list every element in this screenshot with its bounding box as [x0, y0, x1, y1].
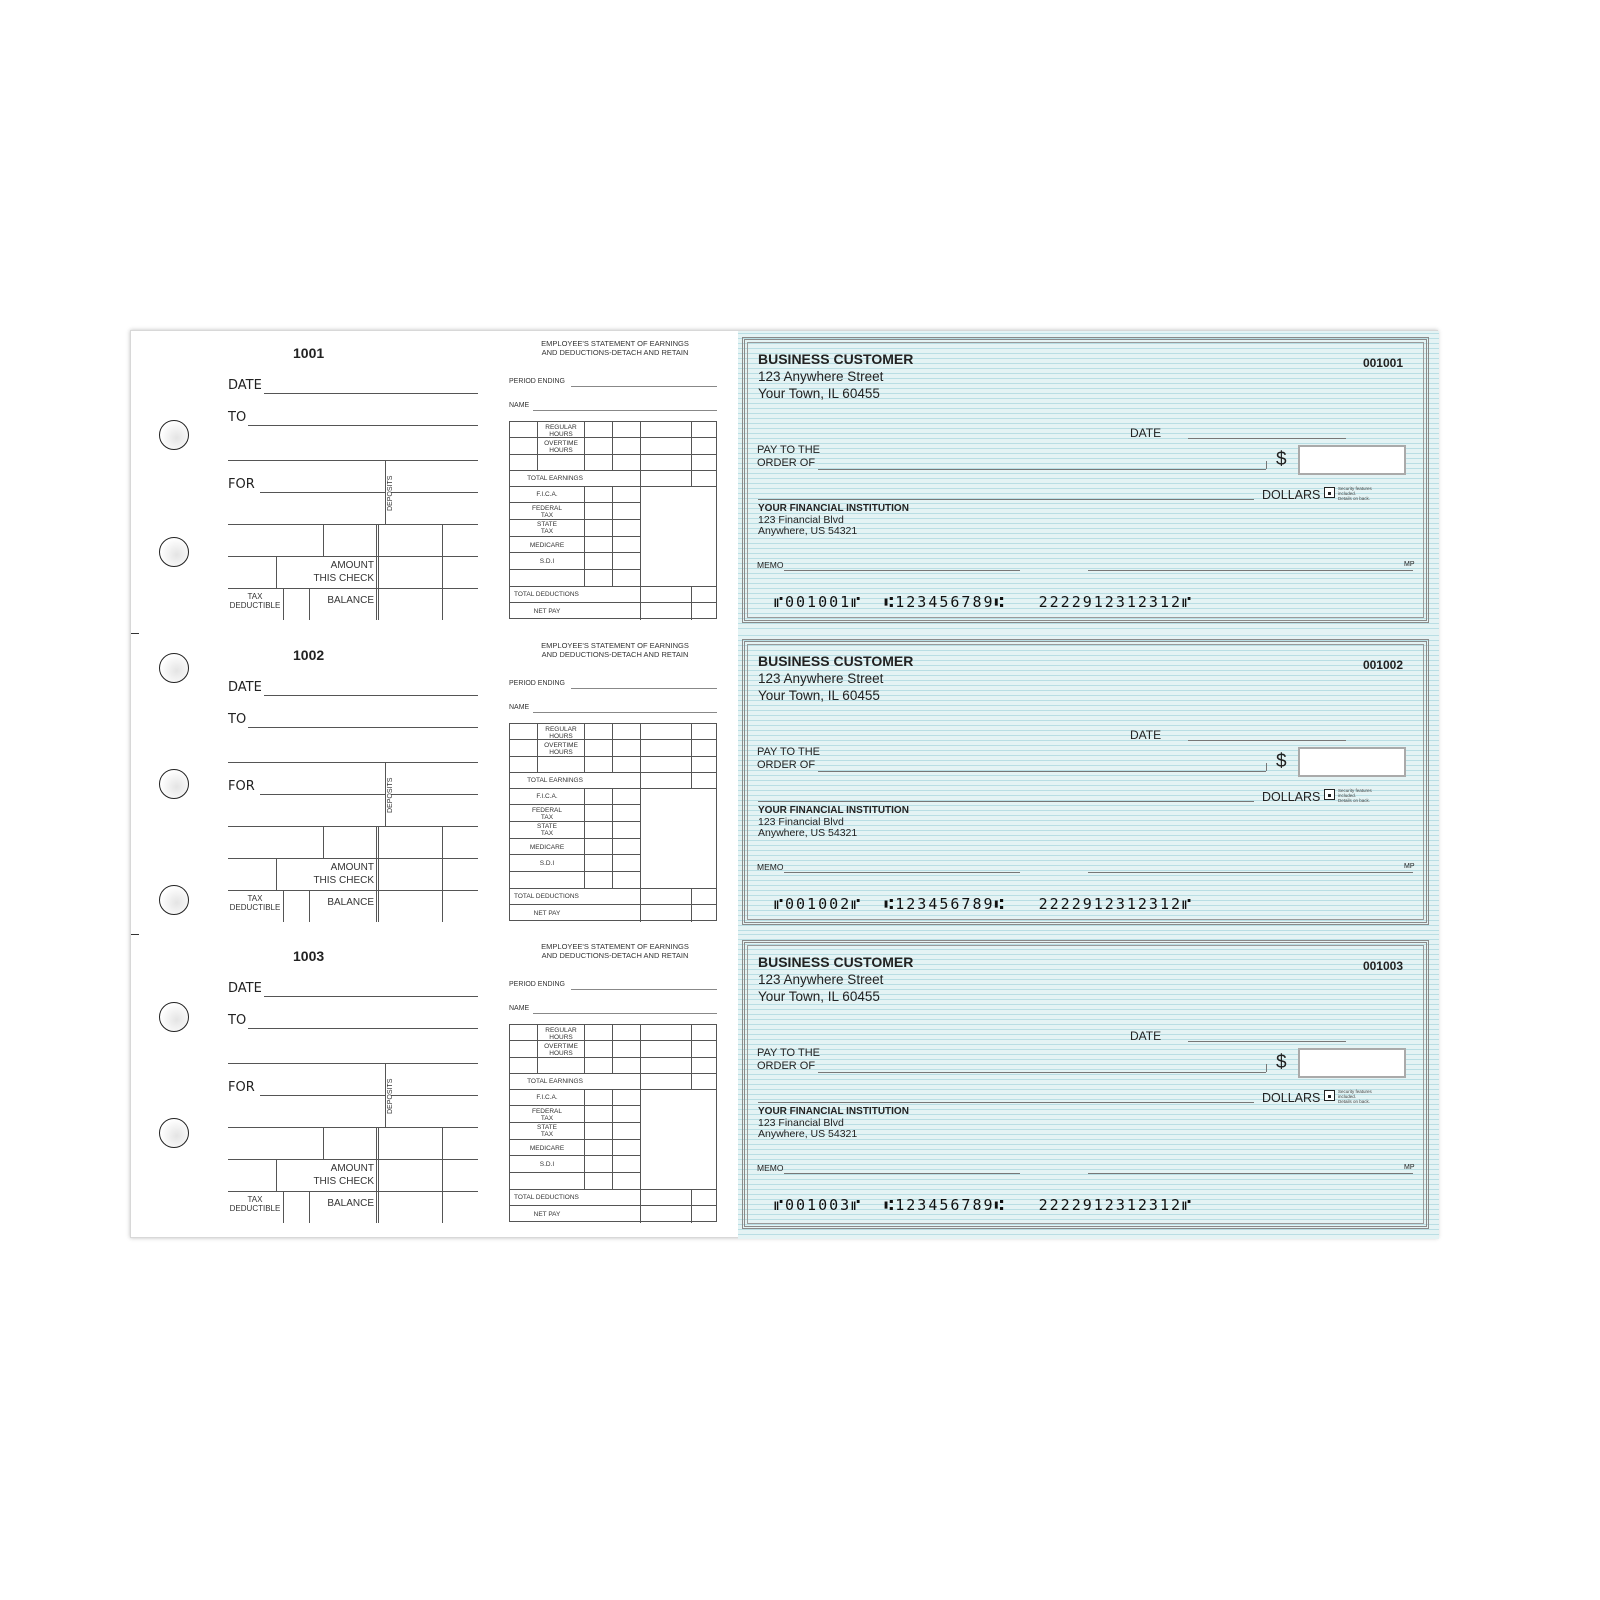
date-label: DATE [1130, 426, 1162, 440]
fica-label: F.I.C.A. [536, 491, 558, 498]
regular-hours-label: REGULAR HOURS [545, 726, 577, 740]
dollar-sign: $ [1276, 449, 1287, 470]
signature-line[interactable] [1088, 1173, 1413, 1174]
check-stub [228, 934, 478, 1236]
earnings-statement [509, 331, 721, 633]
total-deductions-label: TOTAL DEDUCTIONS [514, 893, 579, 900]
grid-vline [640, 1025, 641, 1223]
memo-line[interactable] [784, 1173, 1020, 1174]
grid-vline [584, 486, 585, 586]
check-row-1 [131, 331, 1439, 633]
grid-vline [584, 1089, 585, 1189]
earnings-grid [509, 421, 717, 619]
grid-line [510, 486, 716, 487]
grid-line [510, 1205, 716, 1206]
grid-line [510, 838, 640, 839]
check-number: 001003 [1362, 959, 1403, 973]
micr-line [774, 1196, 1193, 1214]
grid-vline [584, 788, 585, 888]
deposits-line [391, 794, 478, 795]
security-features-note: Security features included. Details on back. [1338, 788, 1372, 803]
federal-tax-label: FEDERAL TAX [532, 1108, 562, 1122]
business-address: 123 Anywhere Street Your Town, IL 60455 [758, 369, 884, 401]
grid-line [510, 1139, 640, 1140]
stub-grid-line [228, 1127, 478, 1128]
stub-grid-vline [442, 826, 443, 922]
grid-line [510, 821, 640, 822]
sdi-label: S.D.I [539, 1161, 555, 1168]
bank-name: YOUR FINANCIAL INSTITUTION [758, 503, 909, 514]
grid-line [510, 536, 640, 537]
earnings-header: EMPLOYEE'S STATEMENT OF EARNINGS AND DEDUCTIONS-DETACH AND RETAIN [541, 339, 689, 357]
stub-grid-vline [378, 826, 379, 922]
stub-number: 1003 [293, 948, 325, 964]
bank-address: 123 Financial Blvd Anywhere, US 54321 [758, 1117, 858, 1140]
dollars-label: DOLLARS [1262, 1091, 1321, 1105]
total-earnings-label: TOTAL EARNINGS [527, 1078, 583, 1085]
deposits-line [391, 1095, 478, 1096]
payee-line-end [1266, 1064, 1267, 1072]
check-sheet [130, 330, 1438, 1238]
grid-line [510, 1172, 640, 1173]
net-pay-label: NET PAY [533, 910, 561, 917]
stub-grid-line [228, 1159, 478, 1160]
bank-name: YOUR FINANCIAL INSTITUTION [758, 805, 909, 816]
tax-deductible-label: TAX DEDUCTIBLE [229, 894, 281, 912]
check [738, 633, 1439, 935]
deposits-line [391, 492, 478, 493]
grid-vline [691, 888, 692, 922]
dollars-label: DOLLARS [1262, 488, 1321, 502]
stub-grid-vline [376, 826, 377, 922]
earnings-header: EMPLOYEE'S STATEMENT OF EARNINGS AND DEDUCTIONS-DETACH AND RETAIN [541, 942, 689, 960]
regular-hours-label: REGULAR HOURS [545, 1027, 577, 1041]
stub-number: 1001 [293, 345, 325, 361]
mp-label: MP [1404, 863, 1415, 870]
grid-line [510, 552, 640, 553]
dollar-sign: $ [1276, 751, 1287, 772]
grid-line [510, 569, 640, 570]
medicare-label: MEDICARE [529, 542, 565, 549]
security-features-note: Security features included. Details on back. [1338, 1089, 1372, 1104]
grid-line [510, 756, 716, 757]
grid-line [510, 1105, 640, 1106]
security-features-note: Security features included. Details on back. [1338, 486, 1372, 501]
grid-line [510, 888, 716, 889]
name-line[interactable] [533, 1013, 717, 1014]
stub-date-label: DATE [228, 981, 262, 996]
grid-vline [640, 422, 641, 620]
grid-line [510, 1155, 640, 1156]
net-pay-label: NET PAY [533, 1211, 561, 1218]
period-ending-label: PERIOD ENDING [509, 981, 566, 988]
grid-line [510, 804, 640, 805]
grid-line [510, 1089, 716, 1090]
deposits-label: DEPOSITS [387, 777, 394, 813]
check-date-line[interactable] [1188, 438, 1346, 439]
check-number: 001002 [1362, 658, 1403, 672]
amount-words-line[interactable] [758, 1102, 1254, 1103]
grid-line [510, 871, 640, 872]
total-deductions-label: TOTAL DEDUCTIONS [514, 591, 579, 598]
name-label: NAME [509, 402, 530, 409]
stub-grid-line [228, 588, 478, 589]
stub-grid-line [228, 1191, 478, 1192]
stub-number: 1002 [293, 647, 325, 663]
period-ending-label: PERIOD ENDING [509, 378, 566, 385]
grid-line [510, 1189, 716, 1190]
micr-check-number: ⑈001001⑈ [774, 593, 863, 611]
earnings-grid [509, 1024, 717, 1222]
grid-line [510, 1073, 716, 1074]
grid-line [510, 1057, 716, 1058]
stub-for-line[interactable] [260, 794, 385, 795]
stub-date-line[interactable] [264, 393, 478, 394]
period-ending-line[interactable] [571, 989, 717, 990]
stub-grid-vline [323, 524, 324, 556]
mp-label: MP [1404, 561, 1415, 568]
bank-address: 123 Financial Blvd Anywhere, US 54321 [758, 816, 858, 839]
deposits-label: DEPOSITS [387, 475, 394, 511]
stub-date-label: DATE [228, 378, 262, 393]
grid-vline [691, 422, 692, 486]
stub-for-label: FOR [228, 779, 255, 794]
payee-line[interactable] [818, 771, 1266, 772]
stub-grid-vline [283, 1191, 284, 1223]
memo-label: MEMO [757, 862, 784, 872]
amount-words-line[interactable] [758, 801, 1254, 802]
pay-to-label: PAY TO THE ORDER OF [757, 444, 820, 469]
signature-line[interactable] [1088, 570, 1413, 571]
memo-line[interactable] [784, 570, 1020, 571]
grid-vline [584, 724, 585, 772]
name-label: NAME [509, 704, 530, 711]
grid-vline [691, 586, 692, 620]
date-label: DATE [1130, 1029, 1162, 1043]
dollar-sign: $ [1276, 1052, 1287, 1073]
grid-vline [640, 724, 641, 922]
bank-name: YOUR FINANCIAL INSTITUTION [758, 1106, 909, 1117]
overtime-hours-label: OVERTIME HOURS [544, 440, 578, 454]
overtime-hours-label: OVERTIME HOURS [544, 1043, 578, 1057]
stub-grid-vline [309, 890, 310, 922]
stub-to-label: TO [228, 712, 247, 727]
grid-vline [612, 1089, 613, 1189]
micr-account: 2222912312312⑈ [1038, 593, 1194, 611]
check-number: 001001 [1362, 356, 1403, 370]
grid-line [510, 772, 716, 773]
stub-to-line[interactable] [248, 727, 478, 728]
grid-line [510, 854, 640, 855]
signature-line[interactable] [1088, 872, 1413, 873]
stub-grid-vline [442, 524, 443, 620]
grid-vline [584, 422, 585, 470]
tax-deductible-label: TAX DEDUCTIBLE [229, 1195, 281, 1213]
stub-grid-line [228, 524, 478, 525]
balance-label: BALANCE [327, 595, 374, 606]
grid-vline [612, 724, 613, 772]
grid-vline [612, 486, 613, 586]
stub-grid-vline [283, 890, 284, 922]
grid-line [510, 454, 716, 455]
total-deductions-label: TOTAL DEDUCTIONS [514, 1194, 579, 1201]
grid-vline [612, 788, 613, 888]
grid-line [510, 519, 640, 520]
stub-grid-vline [378, 524, 379, 620]
grid-vline [691, 724, 692, 788]
grid-vline [612, 1025, 613, 1073]
grid-line [510, 904, 716, 905]
stub-to-line-2[interactable] [228, 460, 478, 461]
amount-box[interactable] [1298, 445, 1406, 475]
check-date-line[interactable] [1188, 740, 1346, 741]
micr-routing: ⑆123456789⑆ [884, 895, 1006, 913]
pay-to-label: PAY TO THE ORDER OF [757, 746, 820, 771]
stub-grid-vline [376, 1127, 377, 1223]
business-address: 123 Anywhere Street Your Town, IL 60455 [758, 972, 884, 1004]
medicare-label: MEDICARE [529, 844, 565, 851]
check-row-3 [131, 934, 1439, 1236]
grid-vline [612, 422, 613, 470]
period-ending-line[interactable] [571, 386, 717, 387]
micr-routing: ⑆123456789⑆ [884, 1196, 1006, 1214]
lock-icon [1324, 789, 1335, 800]
period-ending-line[interactable] [571, 688, 717, 689]
micr-account: 2222912312312⑈ [1038, 895, 1194, 913]
stub-to-line[interactable] [248, 425, 478, 426]
payee-line-end [1266, 763, 1267, 771]
amount-box[interactable] [1298, 747, 1406, 777]
grid-line [510, 586, 716, 587]
net-pay-label: NET PAY [533, 608, 561, 615]
memo-label: MEMO [757, 1163, 784, 1173]
name-line[interactable] [533, 410, 717, 411]
check [738, 934, 1439, 1239]
overtime-hours-label: OVERTIME HOURS [544, 742, 578, 756]
stub-to-label: TO [228, 1013, 247, 1028]
amount-box[interactable] [1298, 1048, 1406, 1078]
stub-for-label: FOR [228, 1080, 255, 1095]
mp-label: MP [1404, 1164, 1415, 1171]
deposits-divider [385, 460, 386, 524]
grid-line [510, 502, 640, 503]
check-row-2 [131, 633, 1439, 935]
tax-deductible-label: TAX DEDUCTIBLE [229, 592, 281, 610]
amount-this-check-label: AMOUNT THIS CHECK [313, 862, 374, 886]
date-label: DATE [1130, 728, 1162, 742]
check-stub [228, 331, 478, 633]
amount-this-check-label: AMOUNT THIS CHECK [313, 1163, 374, 1187]
grid-line [510, 602, 716, 603]
stub-to-line-2[interactable] [228, 762, 478, 763]
check [738, 331, 1439, 633]
micr-routing: ⑆123456789⑆ [884, 593, 1006, 611]
stub-to-label: TO [228, 410, 247, 425]
business-address: 123 Anywhere Street Your Town, IL 60455 [758, 671, 884, 703]
micr-check-number: ⑈001002⑈ [774, 895, 863, 913]
grid-vline [691, 1025, 692, 1089]
stub-grid-vline [276, 858, 277, 890]
stub-grid-vline [276, 1159, 277, 1191]
stub-grid-line [228, 858, 478, 859]
stub-grid-vline [309, 1191, 310, 1223]
name-line[interactable] [533, 712, 717, 713]
stub-grid-vline [378, 1127, 379, 1223]
state-tax-label: STATE TAX [537, 1124, 557, 1138]
period-ending-label: PERIOD ENDING [509, 680, 566, 687]
business-name: BUSINESS CUSTOMER [758, 351, 914, 367]
micr-line [774, 593, 1193, 611]
grid-vline [691, 1189, 692, 1223]
stub-grid-vline [309, 588, 310, 620]
deposits-divider [385, 1063, 386, 1127]
fica-label: F.I.C.A. [536, 1094, 558, 1101]
stub-grid-vline [276, 556, 277, 588]
stub-grid-line [228, 556, 478, 557]
stub-grid-vline [442, 1127, 443, 1223]
stub-grid-vline [283, 588, 284, 620]
dollars-label: DOLLARS [1262, 790, 1321, 804]
balance-label: BALANCE [327, 1198, 374, 1209]
stub-to-line[interactable] [248, 1028, 478, 1029]
bank-address: 123 Financial Blvd Anywhere, US 54321 [758, 514, 858, 537]
check-date-line[interactable] [1188, 1041, 1346, 1042]
micr-line [774, 895, 1193, 913]
stub-for-label: FOR [228, 477, 255, 492]
stub-date-line[interactable] [264, 996, 478, 997]
memo-line[interactable] [784, 872, 1020, 873]
stub-date-label: DATE [228, 680, 262, 695]
name-label: NAME [509, 1005, 530, 1012]
pay-to-label: PAY TO THE ORDER OF [757, 1047, 820, 1072]
micr-check-number: ⑈001003⑈ [774, 1196, 863, 1214]
balance-label: BALANCE [327, 897, 374, 908]
payee-line[interactable] [818, 469, 1266, 470]
grid-line [510, 470, 716, 471]
regular-hours-label: REGULAR HOURS [545, 424, 577, 438]
stub-grid-vline [323, 1127, 324, 1159]
grid-vline [584, 1025, 585, 1073]
earnings-grid [509, 723, 717, 921]
stub-to-line-2[interactable] [228, 1063, 478, 1064]
check-stub [228, 633, 478, 935]
deposits-label: DEPOSITS [387, 1078, 394, 1114]
business-name: BUSINESS CUSTOMER [758, 653, 914, 669]
federal-tax-label: FEDERAL TAX [532, 505, 562, 519]
amount-this-check-label: AMOUNT THIS CHECK [313, 560, 374, 584]
state-tax-label: STATE TAX [537, 521, 557, 535]
grid-line [510, 788, 716, 789]
stub-for-line[interactable] [260, 1095, 385, 1096]
earnings-statement [509, 934, 721, 1236]
stub-date-line[interactable] [264, 695, 478, 696]
stub-grid-vline [376, 524, 377, 620]
stub-grid-line [228, 826, 478, 827]
payee-line[interactable] [818, 1072, 1266, 1073]
lock-icon [1324, 1090, 1335, 1101]
stub-for-line[interactable] [260, 492, 385, 493]
payee-line-end [1266, 461, 1267, 469]
deposits-divider [385, 762, 386, 826]
sdi-label: S.D.I [539, 558, 555, 565]
micr-account: 2222912312312⑈ [1038, 1196, 1194, 1214]
state-tax-label: STATE TAX [537, 823, 557, 837]
earnings-statement [509, 633, 721, 935]
grid-line [510, 1122, 640, 1123]
sdi-label: S.D.I [539, 860, 555, 867]
total-earnings-label: TOTAL EARNINGS [527, 777, 583, 784]
amount-words-line[interactable] [758, 499, 1254, 500]
earnings-header: EMPLOYEE'S STATEMENT OF EARNINGS AND DEDUCTIONS-DETACH AND RETAIN [541, 641, 689, 659]
stub-grid-line [228, 890, 478, 891]
total-earnings-label: TOTAL EARNINGS [527, 475, 583, 482]
memo-label: MEMO [757, 560, 784, 570]
lock-icon [1324, 487, 1335, 498]
federal-tax-label: FEDERAL TAX [532, 807, 562, 821]
medicare-label: MEDICARE [529, 1145, 565, 1152]
fica-label: F.I.C.A. [536, 793, 558, 800]
stub-grid-vline [323, 826, 324, 858]
business-name: BUSINESS CUSTOMER [758, 954, 914, 970]
